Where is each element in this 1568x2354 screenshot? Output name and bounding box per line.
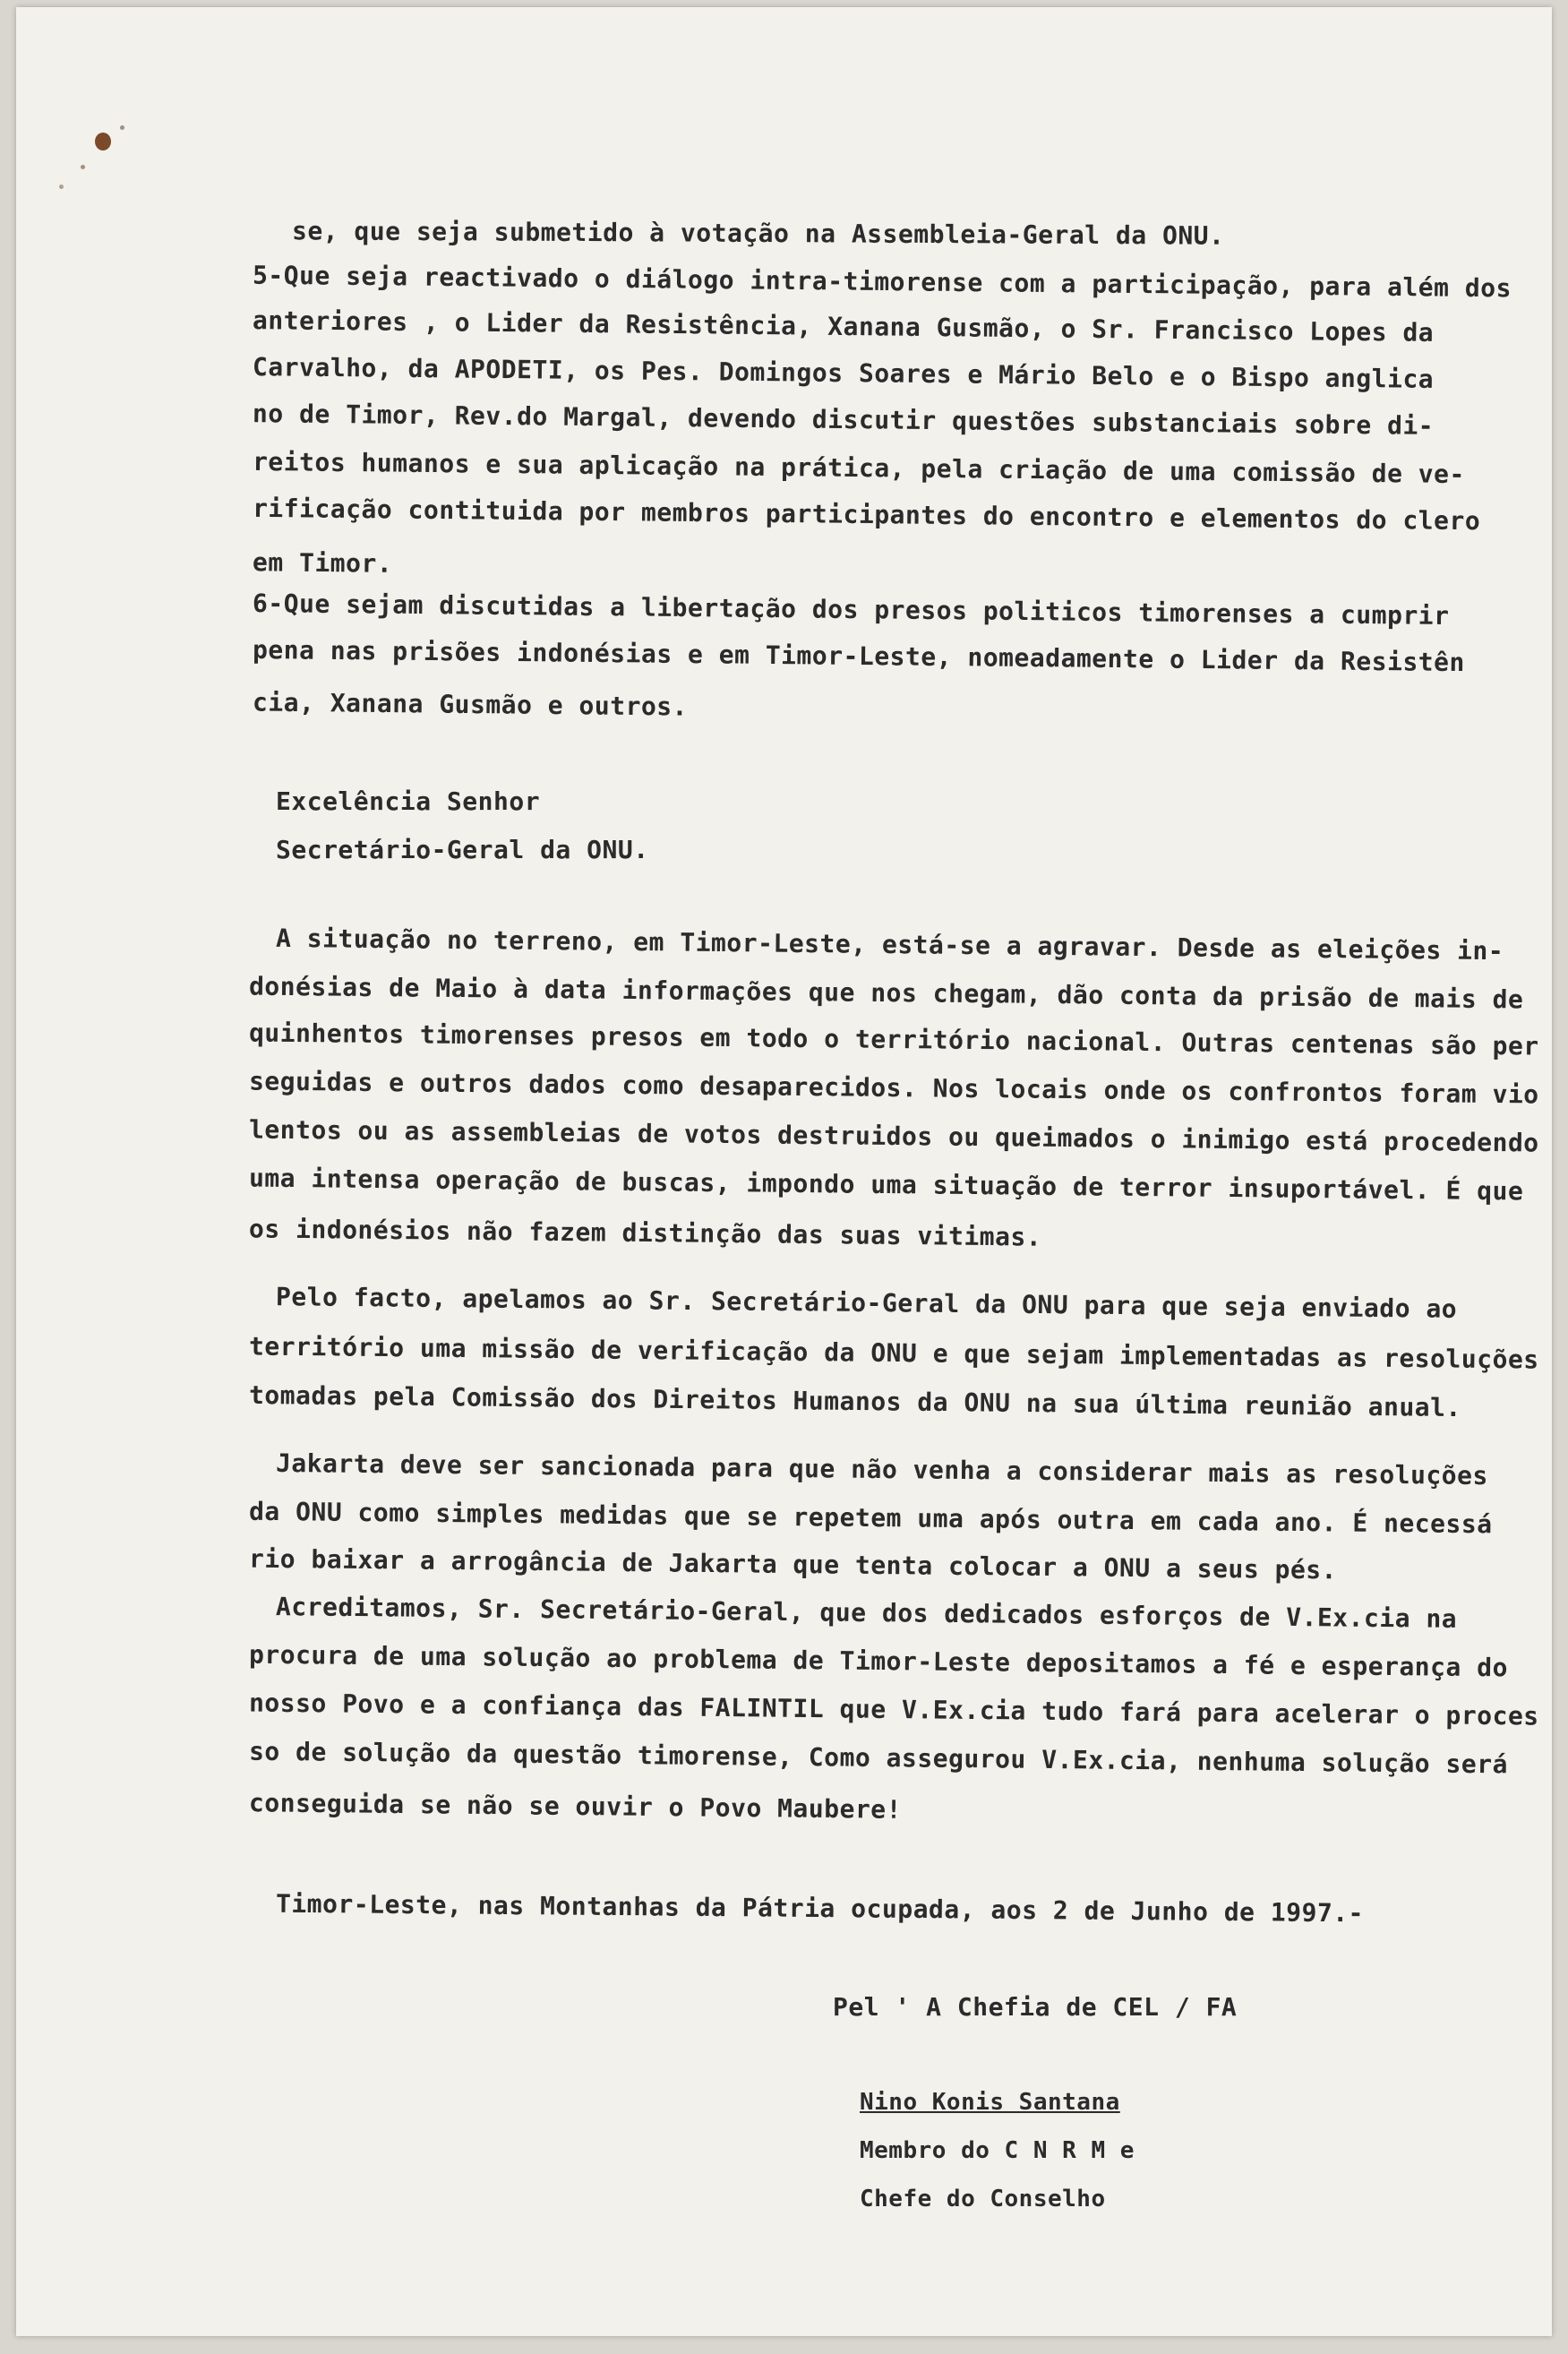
- text-line: conseguida se não se ouvir o Povo Maubere!: [248, 1788, 903, 1825]
- text-line: se, que seja submetido à votação na Assembleia-Geral da ONU.: [291, 216, 1225, 251]
- signatory-name: Nino Konis Santana: [860, 2089, 1120, 2116]
- text-line: Pelo facto, apelamos ao Sr. Secretário-Geral da ONU para que seja enviado ao: [275, 1282, 1458, 1324]
- text-line: so de solução da questão timorense, Como assegurou V.Ex.cia, nenhuma solução será: [248, 1736, 1509, 1780]
- salutation: Secretário-Geral da ONU.: [276, 835, 649, 864]
- text-line: no de Timor, Rev.do Margal, devendo discutir questões substanciais sobre di-: [252, 399, 1435, 441]
- text-line: tomadas pela Comissão dos Direitos Humanos da ONU na sua última reunião anual.: [248, 1379, 1462, 1423]
- text-line: uma intensa operação de buscas, impondo uma situação de terror insuportável. É que: [248, 1163, 1524, 1207]
- signatory-title: Membro do C N R M e: [860, 2137, 1135, 2164]
- signature-preamble: Pel ' A Chefia de CEL / FA: [833, 1992, 1238, 2022]
- text-line: Carvalho, da APODETI, os Pes. Domingos Soares e Mário Belo e o Bispo anglica: [252, 352, 1435, 394]
- text-line: A situação no terreno, em Timor-Leste, está-se a agravar. Desde as eleições in-: [275, 923, 1504, 967]
- salutation: Excelência Senhor: [276, 786, 541, 816]
- text-line: 6-Que sejam discutidas a libertação dos presos politicos timorenses a cumprir: [252, 588, 1450, 631]
- text-line: Acreditamos, Sr. Secretário-Geral, que dos dedicados esforços de V.Ex.cia na: [275, 1592, 1458, 1634]
- text-line: donésias de Maio à data informações que nos chegam, dão conta da prisão de mais de: [248, 971, 1524, 1015]
- signatory-title: Chefe do Conselho: [860, 2186, 1106, 2212]
- text-line: os indonésios não fazem distinção das suas vitimas.: [248, 1214, 1042, 1252]
- text-line: rificação contituida por membros participantes do encontro e elementos do clero: [252, 493, 1481, 537]
- document-page: [16, 7, 1552, 2336]
- text-line: reitos humanos e sua aplicação na prática, pela criação de uma comissão de ve-: [252, 446, 1466, 490]
- text-line: da ONU como simples medidas que se repetem uma após outra em cada ano. É necessá: [248, 1496, 1493, 1540]
- text-line: pena nas prisões indonésias e em Timor-Leste, nomeadamente o Lider da Resistên: [252, 634, 1466, 678]
- text-line: nosso Povo e a confiança das FALINTIL que V.Ex.cia tudo fará para acelerar o proces: [248, 1688, 1539, 1731]
- text-line: seguidas e outros dados como desaparecidos. Nos locais onde os confrontos foram vio: [248, 1066, 1539, 1110]
- date-line: Timor-Leste, nas Montanhas da Pátria ocupada, aos 2 de Junho de 1997.-: [275, 1888, 1365, 1929]
- text-line: procura de uma solução ao problema de Timor-Leste depositamos a fé e esperança do: [248, 1639, 1509, 1683]
- text-line: rio baixar a arrogância de Jakarta que tenta colocar a ONU a seus pés.: [248, 1543, 1338, 1585]
- text-line: 5-Que seja reactivado o diálogo intra-timorense com a participação, para além dos: [252, 260, 1512, 304]
- text-line: território uma missão de verificação da ONU e que sejam implementadas as resoluções: [248, 1331, 1539, 1375]
- letter-body: [16, 7, 1552, 2336]
- text-line: anteriores , o Lider da Resistência, Xanana Gusmão, o Sr. Francisco Lopes da: [252, 305, 1435, 348]
- text-line: Jakarta deve ser sancionada para que não venha a considerar mais as resoluções: [275, 1448, 1489, 1491]
- text-line: cia, Xanana Gusmão e outros.: [252, 687, 689, 722]
- text-line: em Timor.: [252, 547, 393, 579]
- text-line: quinhentos timorenses presos em todo o território nacional. Outras centenas são per: [248, 1018, 1539, 1061]
- text-line: lentos ou as assembleias de votos destruidos ou queimados o inimigo está procedendo: [248, 1114, 1539, 1158]
